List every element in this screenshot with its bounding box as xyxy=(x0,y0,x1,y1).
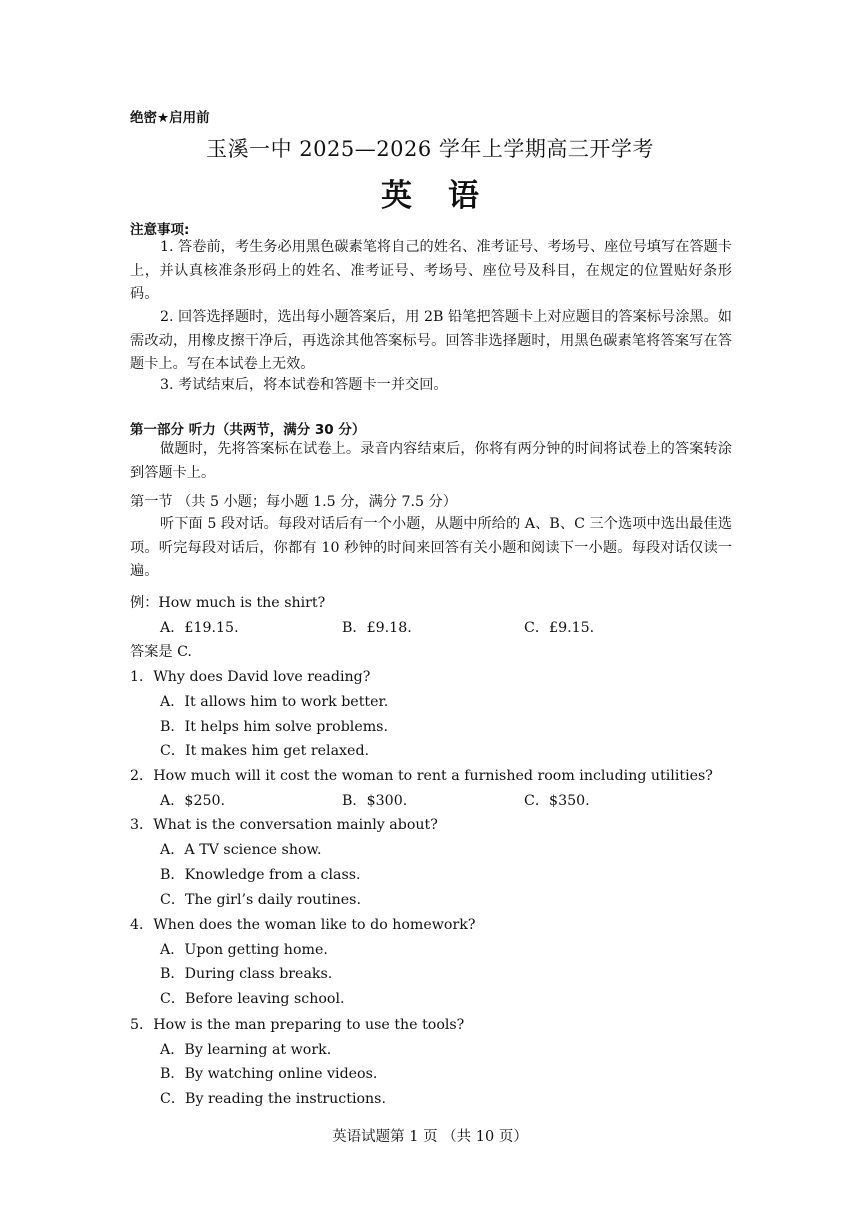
question-1: 1．Why does David love reading? xyxy=(130,669,371,685)
question-2: 2．How much will it cost the woman to rent a furnished room including utilities? xyxy=(130,768,713,784)
section1-heading: 第一节 （共 5 小题；每小题 1.5 分，满分 7.5 分） xyxy=(130,494,457,510)
section1-intro: 听下面 5 段对话。每段对话后有一个小题，从题中所给的 A、B、C 三个选项中选出最佳选项。听完每段对话后，你都有 10 秒钟的时间来回答有关小题和阅读下一小题。每段对话仅读一遍。 xyxy=(130,516,732,579)
note-item-1: 1. 答卷前，考生务必用黑色碳素笔将自己的姓名、准考证号、考场号、座位号填写在答题卡上，并认真核准条形码上的姓名、准考证号、考场号、座位号及科目，在规定的位置贴好条形码。 xyxy=(130,239,732,302)
question-3: 3．What is the conversation mainly about? xyxy=(130,817,438,833)
question-3-option-a: A．A TV science show. xyxy=(160,842,322,858)
secret-mark: 绝密★启用前 xyxy=(130,110,210,126)
notes-heading: 注意事项: xyxy=(130,222,190,238)
example-answer: 答案是 C. xyxy=(130,644,192,660)
question-5-option-a: A．By learning at work. xyxy=(160,1042,332,1058)
question-2-option-a: A．$250. xyxy=(160,793,226,809)
question-4: 4．When does the woman like to do homework? xyxy=(130,917,476,933)
question-5-option-c: C．By reading the instructions. xyxy=(160,1091,386,1107)
question-1-option-a: A．It allows him to work better. xyxy=(160,694,389,710)
question-5: 5．How is the man preparing to use the tools? xyxy=(130,1017,465,1033)
question-2-option-b: B．$300. xyxy=(342,793,408,809)
example-option-a: A．£19.15. xyxy=(160,620,239,636)
question-4-option-c: C．Before leaving school. xyxy=(160,991,345,1007)
part1-intro: 做题时，先将答案标在试卷上。录音内容结束后，你将有两分钟的时间将试卷上的答案转涂到答题卡上。 xyxy=(130,441,732,481)
question-3-option-c: C．The girl’s daily routines. xyxy=(160,892,361,908)
example-option-c: C．£9.15. xyxy=(524,620,595,636)
question-3-option-b: B．Knowledge from a class. xyxy=(160,867,361,883)
example-question: 例：How much is the shirt? xyxy=(130,595,326,611)
exam-title: 玉溪一中 2025—2026 学年上学期高三开学考 xyxy=(206,137,654,161)
question-1-option-b: B．It helps him solve problems. xyxy=(160,719,388,735)
question-4-option-b: B．During class breaks. xyxy=(160,966,333,982)
question-5-option-b: B．By watching online videos. xyxy=(160,1066,378,1082)
part1-heading: 第一部分 听力（共两节，满分 30 分） xyxy=(130,422,366,438)
question-2-option-c: C．$350. xyxy=(524,793,590,809)
note-item-3: 3. 考试结束后，将本试卷和答题卡一并交回。 xyxy=(160,377,448,393)
question-4-option-a: A．Upon getting home. xyxy=(160,942,328,958)
subject-title: 英语 xyxy=(381,178,515,214)
page-footer: 英语试题第 1 页 （共 10 页） xyxy=(332,1129,528,1145)
example-option-b: B．£9.18. xyxy=(342,620,412,636)
question-1-option-c: C．It makes him get relaxed. xyxy=(160,743,370,759)
note-item-2: 2. 回答选择题时，选出每小题答案后，用 2B 铅笔把答题卡上对应题目的答案标号涂黑。如需改动，用橡皮擦干净后，再选涂其他答案标号。回答非选择题时，用黑色碳素笔将答案写在答题卡上。写在本试卷上无效。 xyxy=(130,309,732,372)
